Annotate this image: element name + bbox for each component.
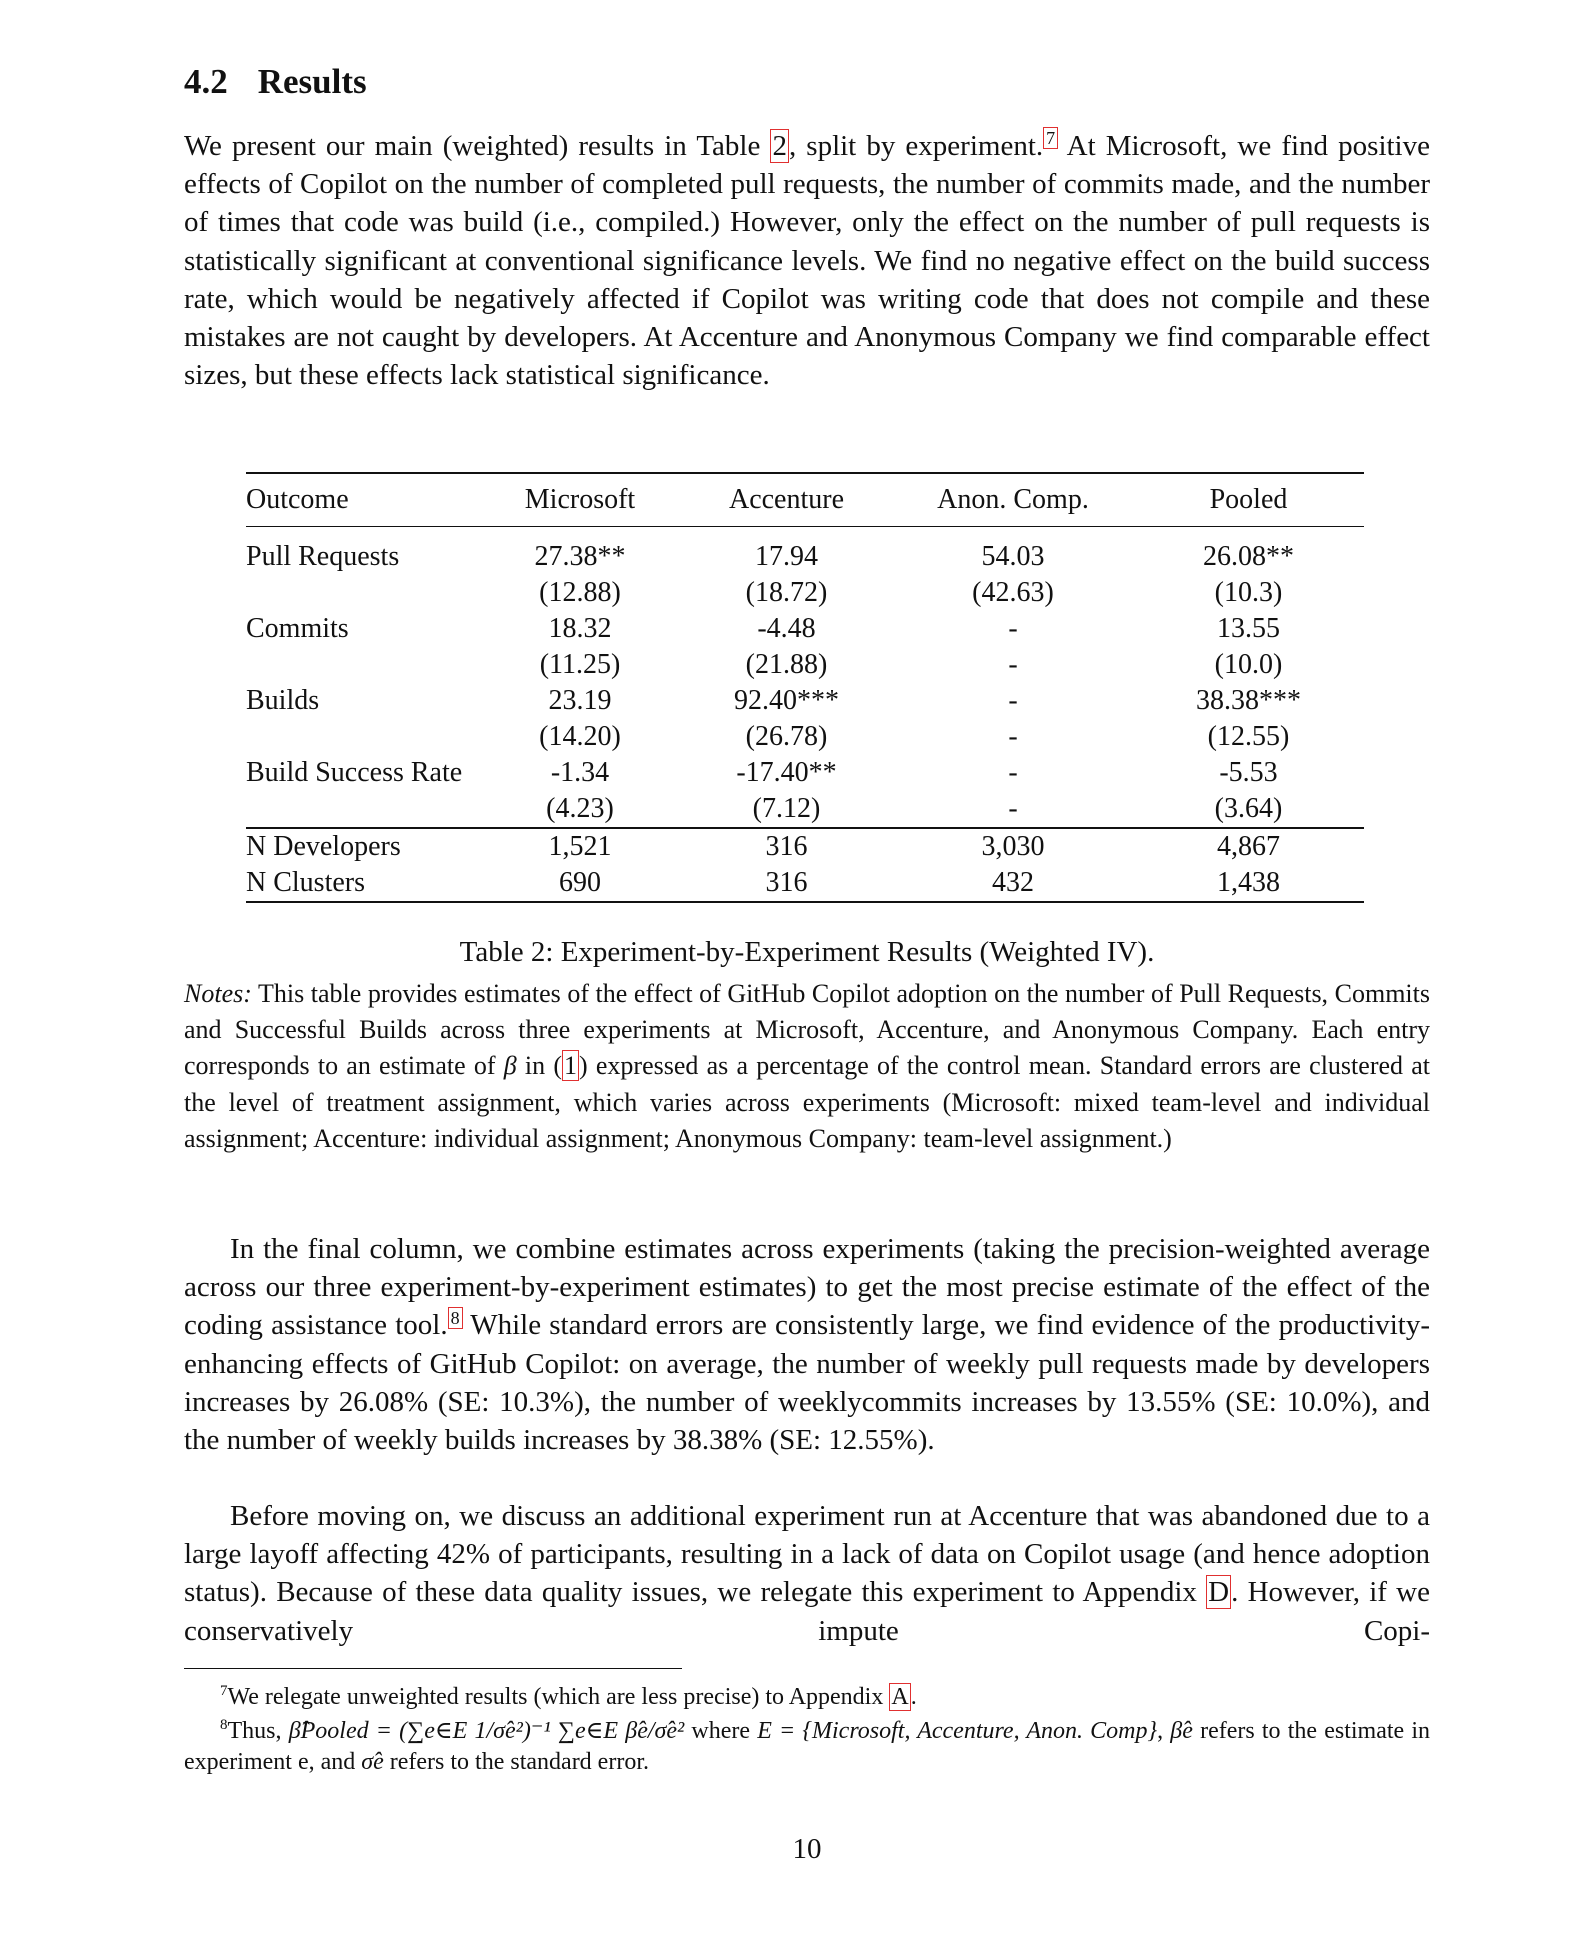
value-cell: 27.38**: [534, 541, 626, 572]
value-cell: Pooled: [1133, 473, 1364, 527]
value-cell: (18.72): [745, 577, 828, 608]
value-cell: Accenture: [680, 473, 893, 527]
footnote-rule: [184, 1668, 682, 1669]
row-label-cell: [246, 791, 480, 828]
value-cell: (42.63): [972, 577, 1054, 608]
table-row: [246, 865, 1364, 902]
results-table: [246, 472, 1364, 903]
value-cell: 1,438: [1133, 865, 1364, 902]
text-run: We relegate unweighted results (which are less precise) to Appendix: [227, 1684, 890, 1710]
text-run: We present our main (weighted) results in Table: [184, 130, 771, 162]
sigma-e-symbol: σ̂e: [361, 1749, 384, 1775]
row-label-cell: Builds: [246, 685, 320, 716]
row-label-cell: Commits: [246, 613, 349, 644]
notes-label: Notes:: [184, 979, 252, 1008]
spacer-row: [246, 527, 1364, 540]
row-label-cell: [246, 647, 480, 683]
section-number: 4.2: [184, 62, 228, 101]
page-number: 10: [792, 1833, 822, 1865]
value-cell: 17.94: [755, 541, 818, 572]
results-table-body: [246, 473, 1364, 902]
text-run: Thus,: [227, 1718, 289, 1744]
text-run: ) expressed as a percentage of the control mean. Standard errors are clustered at the level of treatment assignment, which varies across experiments (Microsoft: mixed team-level and individual assignment; Accenture: individual assignment; Anonymous Company: team-level assignment.): [184, 1051, 1430, 1153]
value-cell: -: [1008, 757, 1018, 788]
table-row: [246, 539, 1364, 575]
value-cell: -: [1008, 685, 1018, 716]
appendix-d-link[interactable]: D: [1208, 1576, 1230, 1609]
value-cell: 4,867: [1133, 828, 1364, 865]
text-run: refers to the estimate in experiment e, and: [184, 1718, 1431, 1775]
value-cell: Anon. Comp.: [893, 473, 1133, 527]
experiment-set: E = {Microsoft, Accenture, Anon. Comp}: [757, 1718, 1158, 1744]
value-cell: -4.48: [757, 613, 816, 644]
table-row: [246, 719, 1364, 755]
value-cell: 26.08**: [1203, 541, 1294, 572]
value-cell: 38.38***: [1196, 685, 1301, 716]
value-cell: (12.88): [539, 577, 621, 608]
text-run: At Microsoft, we find positive effects of Copilot on the number of completed pull requests, the number of commits made, and the number of times that code was build (i.e., compiled.) However, only the effect on the number of pull requests is statistically significant at conventional significance levels. We find no negative effect on the build success rate, which would be negatively affected if Copilot was writing code that does not compile and these mistakes are not caught by developers. At Accenture and Anonymous Company we find comparable effect sizes, but these effects lack statistical significance.: [184, 130, 1430, 392]
footnote-mark: 8: [220, 1717, 228, 1733]
footnote-8: [184, 1710, 1430, 1778]
table-row: [246, 647, 1364, 683]
footnote-8-link[interactable]: 8: [448, 1307, 463, 1329]
value-cell: 316: [680, 828, 893, 865]
value-cell: 690: [480, 865, 680, 902]
value-cell: 54.03: [981, 541, 1045, 572]
value-cell: Microsoft: [480, 473, 680, 527]
value-cell: (7.12): [752, 793, 821, 824]
footnote-7: [184, 1676, 1430, 1713]
table-row: [246, 828, 1364, 865]
table-row: [246, 611, 1364, 647]
value-cell: 316: [680, 865, 893, 902]
table-row: [246, 575, 1364, 611]
row-label-cell: [246, 719, 480, 755]
text-run: In the final column, we combine estimates across experiments (taking the precision-weighted average across our three experiment-by-experiment estimates) to get the most precise estimate of the effect of the coding assistance tool.: [184, 1233, 1430, 1342]
value-cell: (3.64): [1214, 793, 1283, 824]
value-cell: -: [1008, 793, 1018, 824]
row-label-cell: Outcome: [246, 473, 480, 527]
text-run: in (: [516, 1051, 563, 1081]
text-run: . However, if we conservatively impute Copi-: [184, 1576, 1431, 1647]
beta-symbol: β: [503, 1051, 517, 1081]
text-run: ,: [1157, 1718, 1171, 1744]
section-title: Results: [257, 62, 367, 101]
table-row: [246, 473, 1364, 527]
pooled-formula: β̂Pooled = (∑e∈E 1/σ̂e²)⁻¹ ∑e∈E β̂e/σ̂e²: [288, 1718, 685, 1744]
row-label-cell: N Clusters: [246, 865, 480, 902]
results-paragraph-2: [184, 1230, 1430, 1459]
value-cell: (14.20): [539, 721, 621, 752]
text-run: refers to the standard error.: [383, 1749, 649, 1775]
row-label-cell: [246, 575, 480, 611]
value-cell: (10.0): [1214, 649, 1283, 680]
row-label-cell: Pull Requests: [246, 541, 400, 572]
text-run: , split by experiment.: [788, 130, 1044, 162]
value-cell: 13.55: [1217, 613, 1280, 644]
table-row: [246, 791, 1364, 828]
value-cell: 92.40***: [734, 685, 839, 716]
text-run: This table provides estimates of the effect of GitHub Copilot adoption on the number of Pull Requests, Commits and Successful Builds across three experiments at Microsoft, Accenture, and Anonymous Company. Each entry corresponds to an estimate of: [184, 979, 1430, 1081]
value-cell: 1,521: [480, 828, 680, 865]
table-2-link[interactable]: 2: [772, 130, 787, 162]
appendix-a-link[interactable]: A: [891, 1684, 909, 1710]
value-cell: -17.40**: [736, 757, 837, 788]
value-cell: (4.23): [546, 793, 614, 824]
table-notes: [184, 976, 1430, 1157]
beta-e-symbol: β̂e: [1170, 1718, 1193, 1744]
value-cell: (12.55): [1207, 721, 1290, 752]
table-row: [246, 755, 1364, 791]
row-label-cell: N Developers: [246, 828, 480, 865]
value-cell: 23.19: [548, 685, 612, 716]
text-run: where: [684, 1718, 758, 1744]
text-run: Before moving on, we discuss an additional experiment run at Accenture that was abandoned due to a large layoff affecting 42% of participants, resulting in a lack of data on Copilot usage (and hence adoption status). Because of these data quality issues, we relegate this experiment to Appendix: [184, 1500, 1430, 1609]
value-cell: -: [1008, 721, 1018, 752]
value-cell: 18.32: [548, 613, 612, 644]
value-cell: -1.34: [550, 757, 610, 788]
footnote-7-link[interactable]: 7: [1043, 127, 1058, 149]
value-cell: (10.3): [1214, 577, 1283, 608]
value-cell: -: [1008, 613, 1018, 644]
results-paragraph-3: [184, 1497, 1430, 1650]
value-cell: (11.25): [539, 649, 621, 680]
value-cell: -: [1008, 649, 1018, 680]
results-paragraph-1: [184, 127, 1430, 394]
value-cell: (26.78): [745, 721, 828, 752]
table-caption: Table 2: Experiment-by-Experiment Results (Weighted IV).: [459, 936, 1155, 968]
text-run: .: [910, 1684, 917, 1710]
value-cell: 3,030: [893, 828, 1133, 865]
equation-1-link[interactable]: 1: [564, 1051, 578, 1081]
value-cell: -5.53: [1219, 757, 1278, 788]
row-label-cell: Build Success Rate: [246, 757, 463, 788]
value-cell: (21.88): [745, 649, 828, 680]
table-row: [246, 683, 1364, 719]
text-run: While standard errors are consistently large, we find evidence of the productivity-enhancing effects of GitHub Copilot: on average, the number of weekly pull requests made by developers increases by 26.08% (SE: 10.3%), the number of weeklycommits increases by 13.55% (SE: 10.0%), and the number of weekly builds increases by 38.38% (SE: 12.55%).: [184, 1309, 1430, 1457]
section-heading: [184, 62, 367, 102]
value-cell: 432: [893, 865, 1133, 902]
footnote-mark: 7: [220, 1683, 228, 1699]
